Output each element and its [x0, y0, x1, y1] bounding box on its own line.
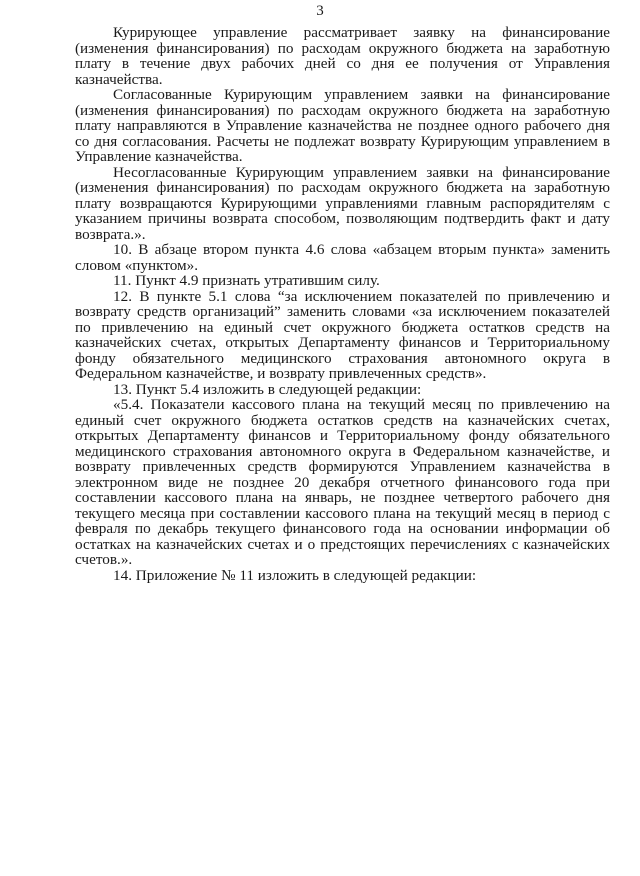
paragraph: Несогласованные Курирующим управлением заявки на финансирование (изменения финансирования) по расходам окружного бюджета на заработную плату возвращаются Курирующими управлениями главным распорядителям с указанием причины возврата способом, позволяющим подтвердить факт и дату возврата.».	[75, 163, 610, 243]
document-body	[75, 25, 610, 583]
paragraph: Курирующее управление рассматривает заявку на финансирование (изменения финансирования) по расходам окружного бюджета на заработную плату в течение двух рабочих дней со дня ее получения от Управления казначейства.	[75, 24, 610, 88]
paragraph-item-11: 11. Пункт 4.9 признать утратившим силу.	[113, 272, 380, 289]
paragraph: Согласованные Курирующим управлением заявки на финансирование (изменения финансирования) по расходам окружного бюджета на заработную плату направляются в Управление казначейства не позднее одного рабочего дня со дня согласования. Расчеты не подлежат возврату Курирующим управлением в Управление казначейства.	[75, 86, 610, 165]
paragraph-item-12: 12. В пункте 5.1 слова “за исключением показателей по привлечению и возврату средств организаций” заменить словами «за исключением показателей по привлечению на единый счет окружного бюджета остатков средств на казначейских счетах, открытых Департаменту финансов и Территориальному фонду обязательного медицинского страхования автономного округа в Федеральном казначействе, и возврату привлеченных средств».	[75, 287, 610, 382]
paragraph-quoted-5-4: «5.4. Показатели кассового плана на текущий месяц по привлечению на единый счет окружного бюджета остатков средств на казначейских счетах, открытых Департаменту финансов и Территориальному фонду обязательного медицинского страхования автономного округа в Федеральном казначействе, и возврату привлеченных средств формируются Управлением казначейства в электронном виде не позднее 20 декабря отчетного финансового года при составлении кассового плана на январь, не позднее четвертого рабочего дня текущего месяца при составлении кассового плана на текущий месяц в период с февраля по декабрь текущего финансового года на основании информации об остатках на казначейских счетах и о предстоящих перечислениях с казначейских счетов.».	[75, 396, 610, 568]
page-number: 3	[316, 3, 324, 19]
paragraph-item-10: 10. В абзаце втором пункта 4.6 слова «абзацем вторым пункта» заменить словом «пунктом».	[75, 241, 610, 274]
paragraph-item-13: 13. Пункт 5.4 изложить в следующей редакции:	[113, 380, 422, 398]
paragraph-item-14: 14. Приложение № 11 изложить в следующей редакции:	[113, 566, 477, 584]
